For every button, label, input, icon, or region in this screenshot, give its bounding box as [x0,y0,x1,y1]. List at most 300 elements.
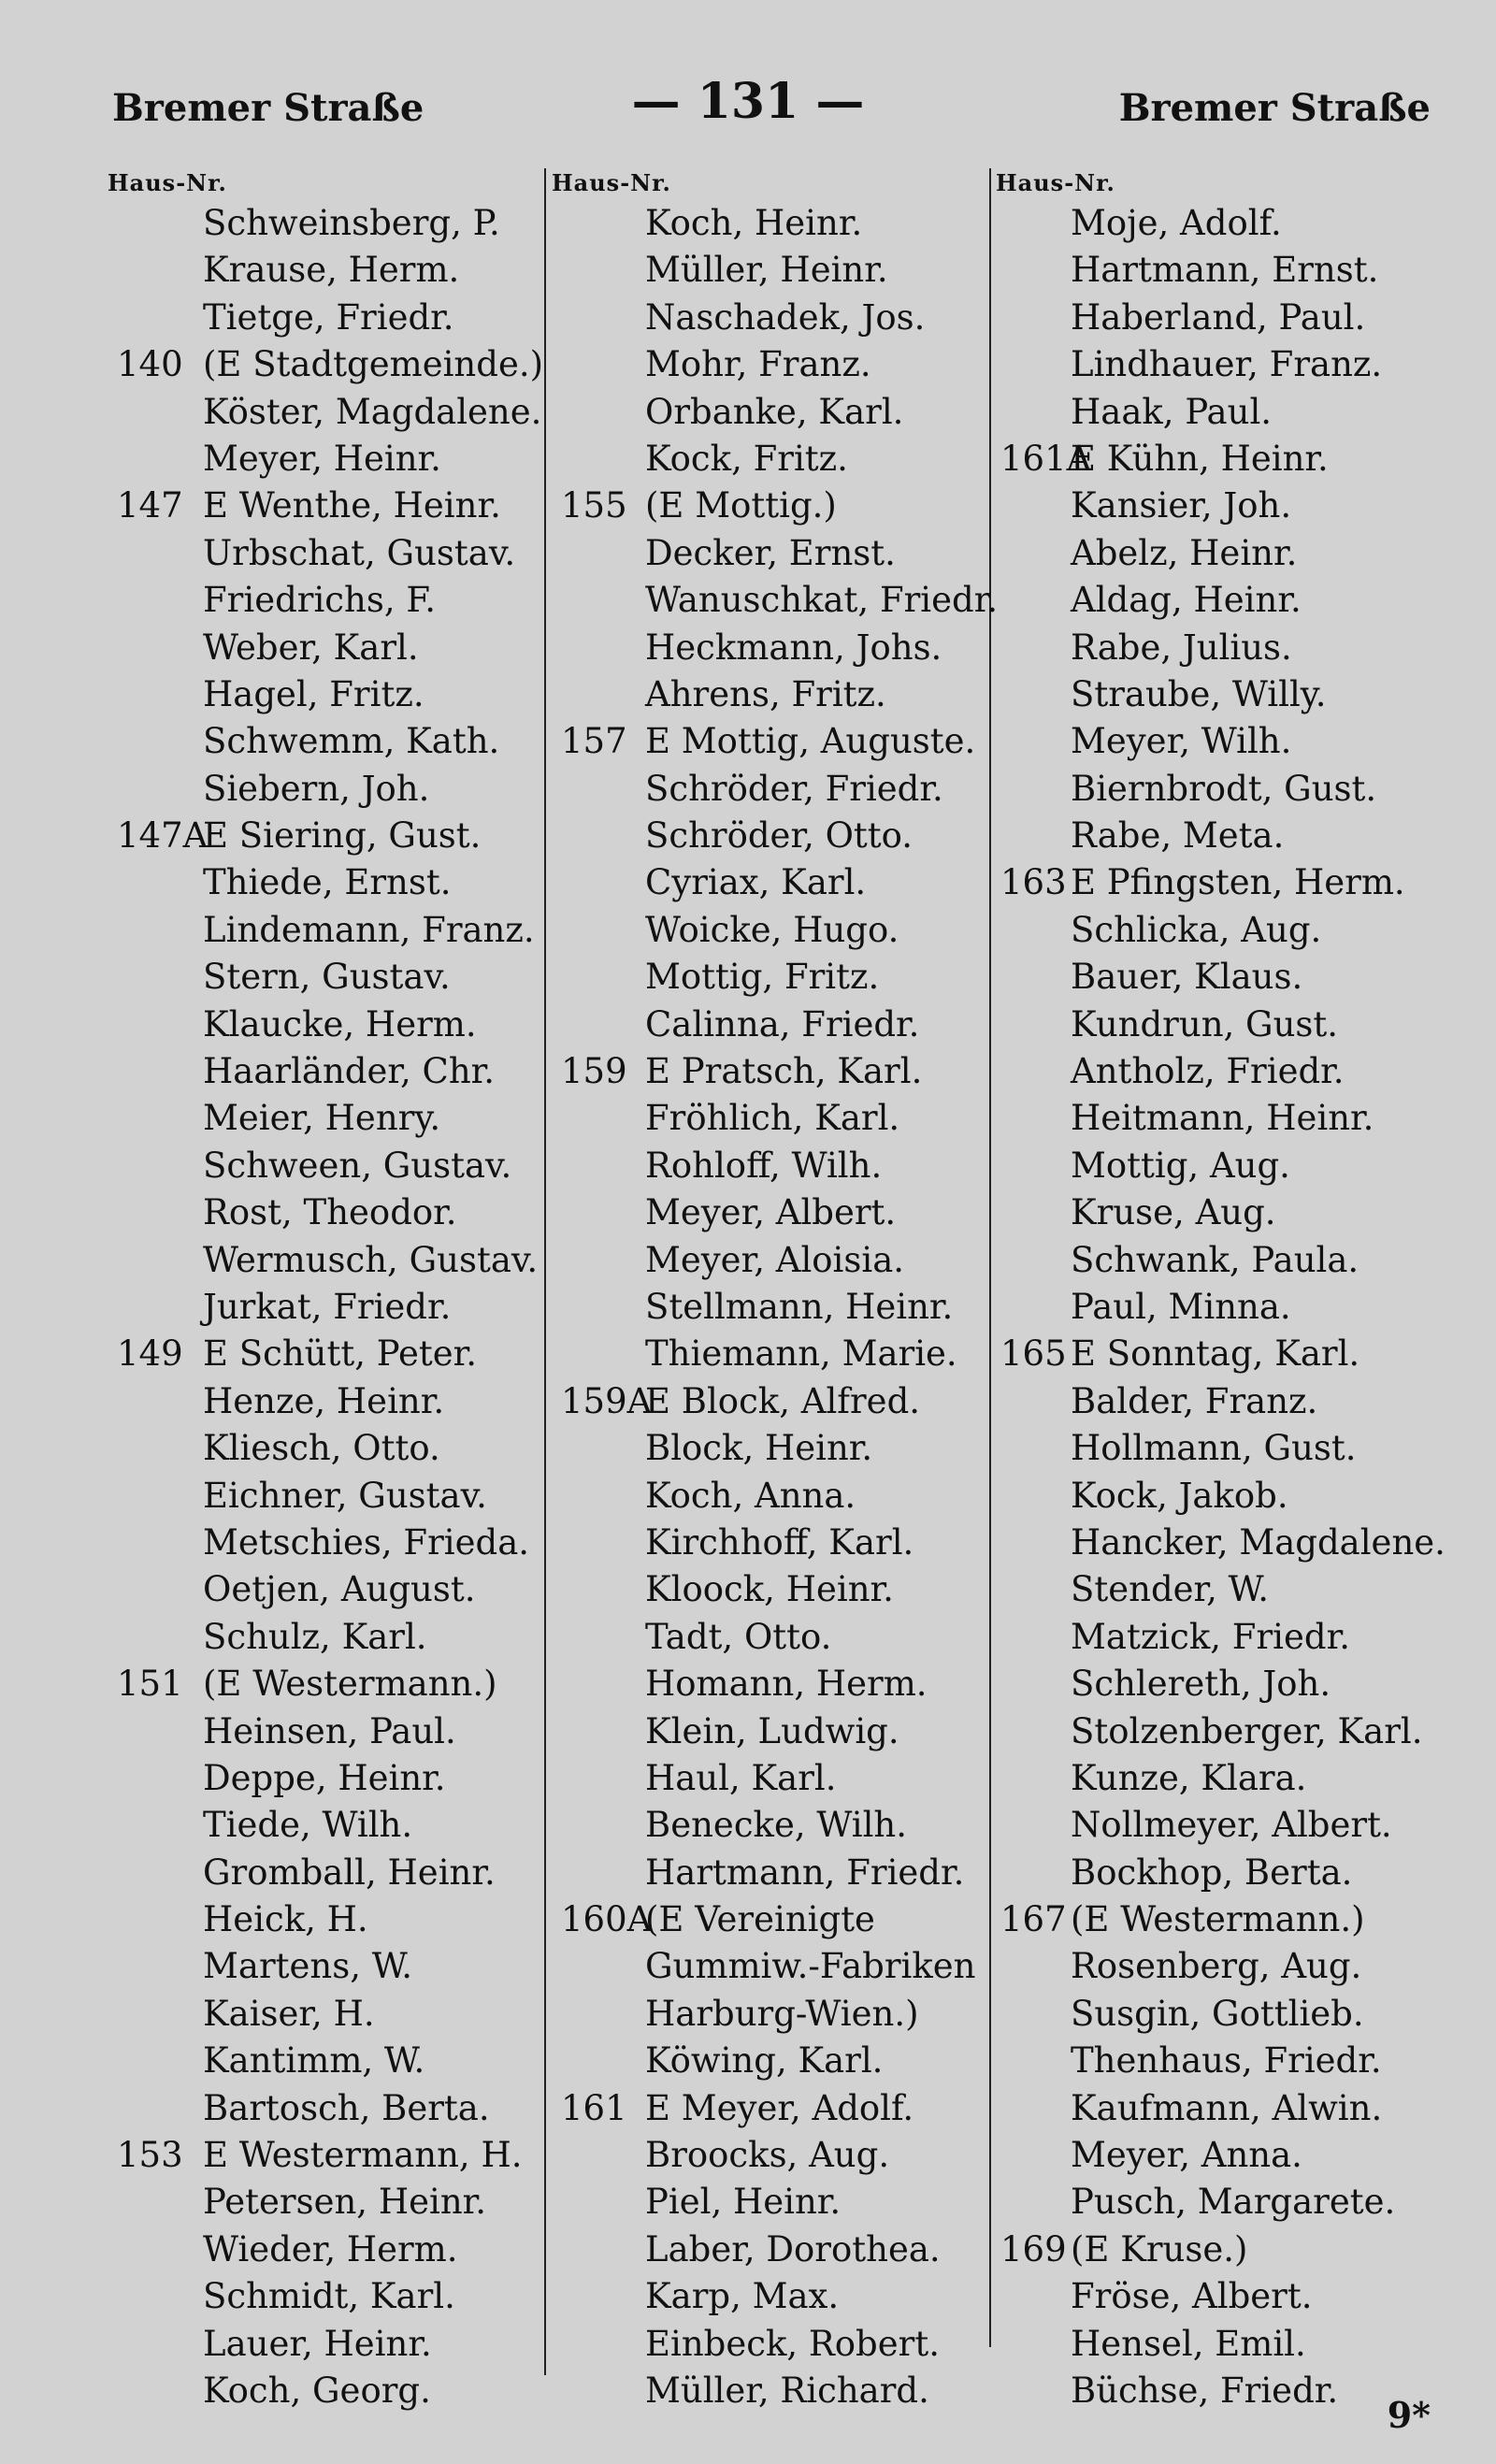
resident-name: Pusch, Margarete. [1071,2182,1396,2223]
resident-name: Woicke, Hugo. [645,909,899,950]
directory-entry [552,813,986,859]
directory-entry [996,1661,1482,1708]
resident-name: Hancker, Magdalene. [1071,1521,1446,1563]
directory-entry [996,1708,1482,1755]
resident-name: Eichner, Gustav. [203,1475,487,1516]
resident-name: Thiede, Ernst. [203,862,452,903]
street-header-left: Bremer Straße [112,86,424,130]
resident-name: Stolzenberger, Karl. [1071,1710,1423,1751]
column-head: Haus-Nr. [108,169,227,196]
directory-entry [996,907,1482,954]
directory-entry [996,1378,1482,1425]
resident-name: Mottig, Fritz. [645,957,880,998]
house-number: 157 [561,721,627,762]
directory-entry [108,1850,542,1896]
resident-name: Hollmann, Gust. [1071,1428,1357,1469]
directory-entry [108,2179,542,2226]
directory-entry [996,2132,1482,2179]
resident-name: E Meyer, Adolf. [645,2087,914,2128]
resident-name: Mottig, Aug. [1071,1145,1290,1186]
directory-entry [108,1566,542,1613]
house-number: 169 [1000,2228,1067,2269]
directory-entry [996,1425,1482,1472]
directory-entry [108,625,542,671]
resident-name: Kirchhoff, Karl. [645,1521,914,1563]
resident-name: Weber, Karl. [203,627,419,668]
resident-name: E Pfingsten, Herm. [1071,862,1405,903]
directory-entry [996,1896,1482,1943]
resident-name: Heick, H. [203,1899,368,1940]
resident-name: Ahrens, Fritz. [645,673,886,714]
directory-entry [552,1095,986,1142]
directory-entry [552,2321,986,2368]
resident-name: Kansier, Joh. [1071,485,1292,526]
resident-name: Thenhaus, Friedr. [1071,2040,1382,2082]
resident-name: Siebern, Joh. [203,768,430,809]
directory-entry [552,483,986,529]
resident-name: Moje, Adolf. [1071,203,1282,243]
resident-name: Klaucke, Herm. [203,1003,477,1045]
resident-name: Köwing, Karl. [645,2040,884,2082]
resident-name: Lindemann, Franz. [203,909,535,950]
directory-entry [108,1614,542,1661]
resident-name: Paul, Minna. [1071,1286,1291,1327]
directory-entry [108,341,542,388]
directory-entry [108,1661,542,1708]
resident-name: Schweinsberg, P. [203,203,500,243]
directory-entry [108,718,542,765]
directory-entry [108,1048,542,1095]
directory-entry [996,671,1482,718]
address-column-2 [552,166,999,2414]
resident-name: Müller, Richard. [645,2370,929,2411]
resident-name: (E Vereinigte [645,1899,875,1940]
resident-name: Schröder, Otto. [645,815,913,857]
house-number: 151 [117,1664,183,1705]
directory-entry [108,1802,542,1849]
resident-name: Nollmeyer, Albert. [1071,1805,1392,1846]
resident-name: Abelz, Heinr. [1071,532,1298,573]
resident-name: Bauer, Klaus. [1071,957,1303,998]
house-number: 165 [1000,1333,1067,1375]
resident-name: Kaiser, H. [203,1993,375,2034]
house-number: 161 [561,2087,627,2128]
directory-entry [108,1520,542,1566]
directory-entry [108,2132,542,2179]
directory-entry [996,1001,1482,1048]
directory-entry [552,247,986,294]
directory-entry [996,1991,1482,2038]
directory-entry [552,1331,986,1377]
resident-name: Straube, Willy. [1071,673,1327,714]
resident-name: Klein, Ludwig. [645,1710,899,1751]
resident-name: Gummiw.-Fabriken [645,1946,976,1987]
column-divider-2 [989,168,991,2347]
resident-name: (E Mottig.) [645,485,837,526]
resident-name: Kunze, Klara. [1071,1757,1307,1798]
address-column-1 [108,166,542,2414]
resident-name: Karp, Max. [645,2276,840,2317]
directory-entry [108,1189,542,1236]
directory-entry [552,530,986,577]
resident-name: Decker, Ernst. [645,532,896,573]
directory-entry [996,2321,1482,2368]
directory-entry [552,1943,986,1990]
resident-name: Schween, Gustav. [203,1145,512,1186]
directory-entry [108,1001,542,1048]
directory-entry [996,718,1482,765]
resident-name: Biernbrodt, Gust. [1071,768,1377,809]
resident-name: Krause, Herm. [203,250,460,291]
street-header-right: Bremer Straße [1118,86,1431,130]
directory-entry [996,859,1482,906]
resident-name: E Siering, Gust. [203,815,482,857]
directory-entry [996,1143,1482,1189]
resident-name: Laber, Dorothea. [645,2228,941,2269]
directory-entry [108,2085,542,2132]
resident-name: Schmidt, Karl. [203,2276,455,2317]
resident-name: Büchse, Friedr. [1071,2370,1339,2411]
directory-entry [552,1896,986,1943]
directory-entry [552,389,986,436]
resident-name: Lindhauer, Franz. [1071,344,1383,385]
resident-name: E Block, Alfred. [645,1380,921,1421]
directory-entry [108,1143,542,1189]
directory-entry [108,1708,542,1755]
resident-name: Rohloff, Wilh. [645,1145,883,1186]
directory-entry [552,1378,986,1425]
directory-entry [108,2321,542,2368]
resident-name: Schröder, Friedr. [645,768,943,809]
resident-name: Hartmann, Friedr. [645,1852,965,1893]
house-number: 149 [117,1333,183,1375]
resident-name: Petersen, Heinr. [203,2182,487,2223]
resident-name: Haberland, Paul. [1071,296,1366,338]
resident-name: E Westermann, H. [203,2135,523,2176]
column-divider-1 [544,168,546,2375]
directory-entry [552,2273,986,2320]
directory-entry [552,2226,986,2273]
directory-entry [996,389,1482,436]
resident-name: Koch, Anna. [645,1475,856,1516]
house-number: 161A [1000,438,1092,479]
directory-entry [108,1095,542,1142]
resident-name: Rabe, Julius. [1071,627,1292,668]
directory-entry [996,1048,1482,1095]
directory-entry [108,1943,542,1990]
directory-entry [996,436,1482,483]
resident-name: Schwank, Paula. [1071,1239,1359,1280]
directory-entry [552,1284,986,1331]
resident-name: Benecke, Wilh. [645,1805,908,1846]
resident-name: Meier, Henry. [203,1098,441,1139]
resident-name: Kock, Fritz. [645,438,848,479]
resident-name: E Wenthe, Heinr. [203,485,501,526]
directory-entry [996,625,1482,671]
directory-entry [996,1566,1482,1613]
directory-entry [996,766,1482,813]
resident-name: Matzick, Friedr. [1071,1616,1350,1657]
signature-mark: 9* [1387,2394,1431,2436]
resident-name: Haak, Paul. [1071,391,1273,432]
resident-name: Lauer, Heinr. [203,2323,432,2364]
resident-name: Kaufmann, Alwin. [1071,2087,1383,2128]
resident-name: Wermusch, Gustav. [203,1239,539,1280]
resident-name: Calinna, Friedr. [645,1003,920,1045]
directory-entry [996,1850,1482,1896]
resident-name: Tiede, Wilh. [203,1805,413,1846]
resident-name: Deppe, Heinr. [203,1757,446,1798]
resident-name: Hartmann, Ernst. [1071,250,1379,291]
directory-entry [108,813,542,859]
directory-entry [552,2085,986,2132]
resident-name: (E Stadtgemeinde.) [203,344,544,385]
directory-entry [108,2038,542,2084]
directory-entry [996,2085,1482,2132]
resident-name: Aldag, Heinr. [1071,580,1302,621]
house-number: 159A [561,1380,653,1421]
resident-name: Hagel, Fritz. [203,673,424,714]
directory-entry [108,859,542,906]
directory-entry [552,1708,986,1755]
resident-name: Meyer, Aloisia. [645,1239,905,1280]
resident-name: Tietge, Friedr. [203,296,454,338]
directory-entry [552,625,986,671]
resident-name: Piel, Heinr. [645,2182,842,2223]
directory-entry [552,1048,986,1095]
directory-entry [996,2226,1482,2273]
resident-name: Kliesch, Otto. [203,1428,440,1469]
resident-name: E Pratsch, Karl. [645,1051,923,1092]
directory-entry [552,2368,986,2414]
resident-name: Heinsen, Paul. [203,1710,456,1751]
resident-name: Schlereth, Joh. [1071,1664,1331,1705]
directory-entry [108,436,542,483]
resident-name: Schlicka, Aug. [1071,909,1322,950]
resident-name: Homann, Herm. [645,1664,928,1705]
resident-name: Mohr, Franz. [645,344,871,385]
resident-name: Martens, W. [203,1946,413,1987]
directory-entry [552,859,986,906]
directory-entry [552,200,986,247]
resident-name: Balder, Franz. [1071,1380,1318,1421]
resident-name: Rabe, Meta. [1071,815,1285,857]
resident-name: Koch, Heinr. [645,203,863,243]
directory-entry [552,436,986,483]
directory-entry [108,907,542,954]
directory-entry [108,577,542,624]
page-number: — 131 — [631,73,865,130]
resident-name: Stern, Gustav. [203,957,451,998]
directory-entry [108,389,542,436]
resident-name: Stellmann, Heinr. [645,1286,954,1327]
directory-entry [996,577,1482,624]
resident-name: Oetjen, August. [203,1569,476,1610]
directory-entry [996,530,1482,577]
resident-name: Müller, Heinr. [645,250,888,291]
directory-entry [108,2273,542,2320]
resident-name: Einbeck, Robert. [645,2323,940,2364]
directory-entry [552,1143,986,1189]
directory-entry [108,200,542,247]
house-number: 153 [117,2135,183,2176]
directory-entry [996,247,1482,294]
directory-entry [996,1520,1482,1566]
resident-name: (E Kruse.) [1071,2228,1248,2269]
resident-name: Heckmann, Johs. [645,627,942,668]
directory-entry [996,295,1482,341]
directory-entry [552,671,986,718]
directory-entry [108,1425,542,1472]
directory-entry [108,1755,542,1802]
directory-entry [996,1189,1482,1236]
directory-entry [996,2179,1482,2226]
column-head: Haus-Nr. [996,169,1115,196]
resident-name: Gromball, Heinr. [203,1852,496,1893]
directory-entry [552,1802,986,1849]
house-number: 147A [117,815,209,857]
resident-name: E Schütt, Peter. [203,1333,478,1375]
resident-name: Kundrun, Gust. [1071,1003,1339,1045]
directory-entry [552,1520,986,1566]
directory-entry [108,1237,542,1284]
resident-name: Cyriax, Karl. [645,862,867,903]
directory-entry [108,2226,542,2273]
directory-entry [552,1566,986,1613]
directory-entry [996,1755,1482,1802]
directory-entry [552,1755,986,1802]
directory-entry [108,954,542,1001]
directory-entry [552,1189,986,1236]
resident-name: Heitmann, Heinr. [1071,1098,1374,1139]
resident-name: Schulz, Karl. [203,1616,427,1657]
resident-name: Meyer, Wilh. [1071,721,1292,762]
resident-name: Thiemann, Marie. [645,1333,957,1375]
resident-name: Hensel, Emil. [1071,2323,1306,2364]
directory-entry [552,954,986,1001]
directory-entry [996,1614,1482,1661]
resident-name: Wanuschkat, Friedr. [645,580,999,621]
resident-name: Meyer, Albert. [645,1192,897,1233]
resident-name: E Sonntag, Karl. [1071,1333,1360,1375]
directory-entry [552,1001,986,1048]
directory-entry [996,1237,1482,1284]
directory-entry [552,295,986,341]
resident-name: Fröse, Albert. [1071,2276,1313,2317]
resident-name: Haul, Karl. [645,1757,837,1798]
directory-entry [552,1661,986,1708]
resident-name: Friedrichs, F. [203,580,437,621]
address-column-3 [996,166,1482,2414]
resident-name: (E Westermann.) [1071,1899,1365,1940]
directory-entry [108,1378,542,1425]
directory-entry [552,1237,986,1284]
directory-entry [552,2038,986,2084]
resident-name: Kock, Jakob. [1071,1475,1288,1516]
resident-name: Rosenberg, Aug. [1071,1946,1362,1987]
house-number: 159 [561,1051,627,1092]
directory-entry [552,1991,986,2038]
directory-entry [996,2038,1482,2084]
resident-name: Meyer, Anna. [1071,2135,1302,2176]
resident-name: Schwemm, Kath. [203,721,500,762]
directory-entry [996,1284,1482,1331]
directory-entry [996,1943,1482,1990]
directory-entry [108,1991,542,2038]
directory-entry [552,718,986,765]
directory-entry [108,1473,542,1520]
resident-name: Henze, Heinr. [203,1380,445,1421]
directory-entry [108,1284,542,1331]
directory-entry [108,1896,542,1943]
resident-name: Harburg-Wien.) [645,1993,919,2034]
directory-entry [108,295,542,341]
resident-name: Susgin, Gottlieb. [1071,1993,1364,2034]
directory-entry [552,766,986,813]
house-number: 167 [1000,1899,1067,1940]
resident-name: Urbschat, Gustav. [203,532,516,573]
directory-entry [108,671,542,718]
resident-name: E Mottig, Auguste. [645,721,976,762]
directory-entry [552,2179,986,2226]
directory-entry [996,2273,1482,2320]
directory-entry [996,1095,1482,1142]
resident-name: Antholz, Friedr. [1071,1051,1345,1092]
resident-name: Koch, Georg. [203,2370,431,2411]
directory-entry [108,530,542,577]
resident-name: Haarländer, Chr. [203,1051,496,1092]
resident-name: Bockhop, Berta. [1071,1852,1353,1893]
house-number: 160A [561,1899,653,1940]
resident-name: Broocks, Aug. [645,2135,890,2176]
resident-name: Block, Heinr. [645,1428,873,1469]
directory-entry [552,2132,986,2179]
directory-entry [996,1473,1482,1520]
directory-entry [996,200,1482,247]
resident-name: Orbanke, Karl. [645,391,904,432]
directory-entry [996,813,1482,859]
resident-name: Jurkat, Friedr. [203,1286,452,1327]
resident-name: Metschies, Frieda. [203,1521,530,1563]
directory-entry [552,1473,986,1520]
resident-name: Naschadek, Jos. [645,296,926,338]
directory-entry [996,1802,1482,1849]
resident-name: Stender, W. [1071,1569,1269,1610]
house-number: 163 [1000,862,1067,903]
directory-entry [552,341,986,388]
resident-name: Köster, Magdalene. [203,391,542,432]
directory-entry [996,483,1482,529]
column-head: Haus-Nr. [552,169,671,196]
resident-name: Rost, Theodor. [203,1192,457,1233]
directory-entry [108,1331,542,1377]
house-number: 155 [561,485,627,526]
resident-name: Wieder, Herm. [203,2228,458,2269]
house-number: 147 [117,485,183,526]
directory-entry [108,483,542,529]
directory-entry [552,1850,986,1896]
directory-entry [996,341,1482,388]
resident-name: Kruse, Aug. [1071,1192,1276,1233]
resident-name: Tadt, Otto. [645,1616,832,1657]
resident-name: (E Westermann.) [203,1664,497,1705]
resident-name: Kantimm, W. [203,2040,425,2082]
directory-entry [552,907,986,954]
resident-name: Fröhlich, Karl. [645,1098,900,1139]
directory-entry [996,954,1482,1001]
directory-entry [552,577,999,624]
directory-entry [108,2368,542,2414]
